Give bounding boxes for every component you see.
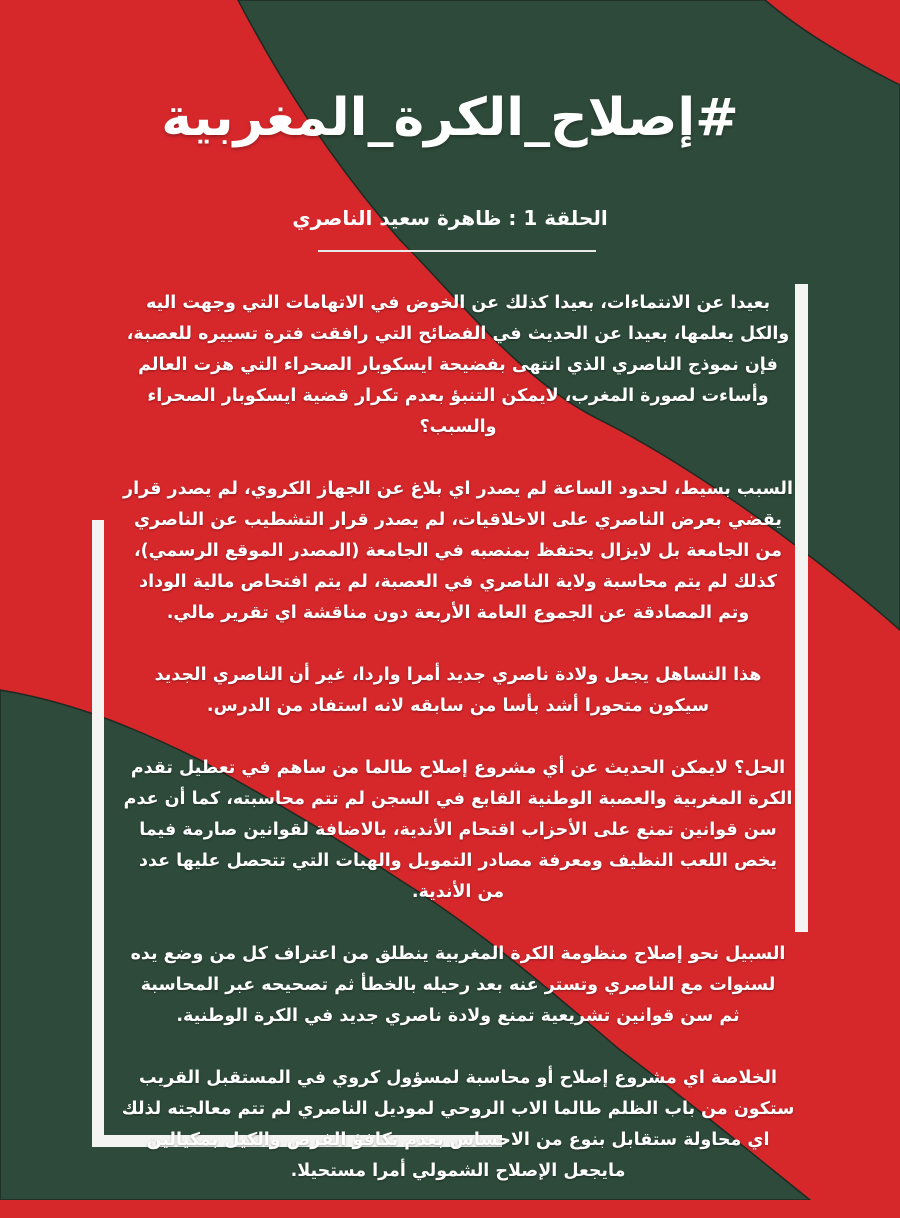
paragraph-line: يقضي بعرض الناصري على الاخلاقيات، لم يصدر قرار التشطيب عن الناصري	[134, 510, 782, 530]
subtitle-divider	[318, 250, 596, 252]
article-paragraph	[120, 474, 796, 629]
paragraph-line: من الجامعة بل لايزال يحتفظ بمنصبه في الجامعة (المصدر الموقع الرسمي)،	[134, 541, 782, 561]
paragraph-line: اي محاولة ستقابل بنوع من الاحساس بعدم تكافؤ الفرص والكيل بمكيالين	[146, 1130, 770, 1150]
paragraph-line: لسنوات مع الناصري وتستر عنه بعد رحيله بالخطأ ثم تصحيحه عبر المحاسبة	[140, 975, 776, 995]
paragraph-line: الكرة المغربية والعصبة الوطنية القابع في السجن لم تتم محاسبته، كما أن عدم	[123, 789, 793, 809]
paragraph-line: وأساءت لصورة المغرب، لايمكن التنبؤ بعدم تكرار قضية ايسكوبار الصحراء	[147, 386, 769, 406]
paragraph-line: سيكون متحورا أشد بأسا من سابقه لانه استفاد من الدرس.	[206, 696, 710, 716]
article-paragraph	[120, 660, 796, 722]
article-paragraph	[120, 939, 796, 1032]
hashtag-title: #إصلاح_الكرة_المغربية	[161, 88, 739, 148]
paragraph-line: السبيل نحو إصلاح منظومة الكرة المغربية ينطلق من اعتراف كل من وضع يده	[130, 944, 786, 964]
paragraph-line: يخص اللعب النظيف ومعرفة مصادر التمويل والهبات التي تتحصل عليها عدد	[138, 851, 778, 871]
paragraph-line: ثم سن قوانين تشريعية تمنع ولادة ناصري جديد في الكرة الوطنية.	[176, 1006, 740, 1026]
paragraph-line: سن قوانين تمنع على الأحزاب اقتحام الأندية، بالاضافة لقوانين صارمة فيما	[139, 820, 777, 840]
paragraph-line: الحل؟ لايمكن الحديث عن أي مشروع إصلاح طالما من ساهم في تعطيل تقدم	[130, 758, 786, 778]
paragraph-line: والسبب؟	[419, 417, 497, 437]
paragraph-line: والكل يعلمها، بعيدا عن الحديث في الفضائح التي رافقت فترة تسييره للعصبة،	[126, 324, 790, 344]
paragraph-line: فإن نموذج الناصري الذي انتهى بفضيحة ايسكوبار الصحراء التي هزت العالم	[138, 355, 778, 375]
paragraph-line: الخلاصة اي مشروع إصلاح أو محاسبة لمسؤول كروي في المستقبل القريب	[138, 1068, 778, 1088]
episode-subtitle: الحلقة 1 : ظاهرة سعيد الناصري	[292, 206, 608, 230]
article-body	[120, 288, 796, 1218]
frame-bar-left	[92, 520, 104, 1147]
paragraph-line: من الأندية.	[411, 882, 505, 902]
frame-bar-right	[795, 284, 808, 932]
paragraph-line: كذلك لم يتم محاسبة ولاية الناصري في العصبة، لم يتم افتحاص مالية الوداد	[139, 572, 777, 592]
article-paragraph	[120, 753, 796, 908]
paragraph-line: مايجعل الإصلاح الشمولي أمرا مستحيلا.	[290, 1161, 626, 1181]
paragraph-line: هذا التساهل يجعل ولادة ناصري جديد أمرا واردا، غير أن الناصري الجديد	[154, 665, 762, 685]
paragraph-line: وتم المصادقة عن الجموع العامة الأربعة دون مناقشة اي تقرير مالي.	[166, 603, 750, 623]
paragraph-line: بعيدا عن الانتماءات، بعيدا كذلك عن الخوض في الاتهامات التي وجهت اليه	[145, 293, 771, 313]
article-paragraph	[120, 288, 796, 443]
article-paragraph	[120, 1063, 796, 1187]
paragraph-line: السبب بسيط، لحدود الساعة لم يصدر اي بلاغ عن الجهاز الكروي، لم يصدر قرار	[123, 479, 793, 499]
paragraph-line: ستكون من باب الظلم طالما الاب الروحي لموديل الناصري لم تتم معالجته لذلك	[121, 1099, 795, 1119]
